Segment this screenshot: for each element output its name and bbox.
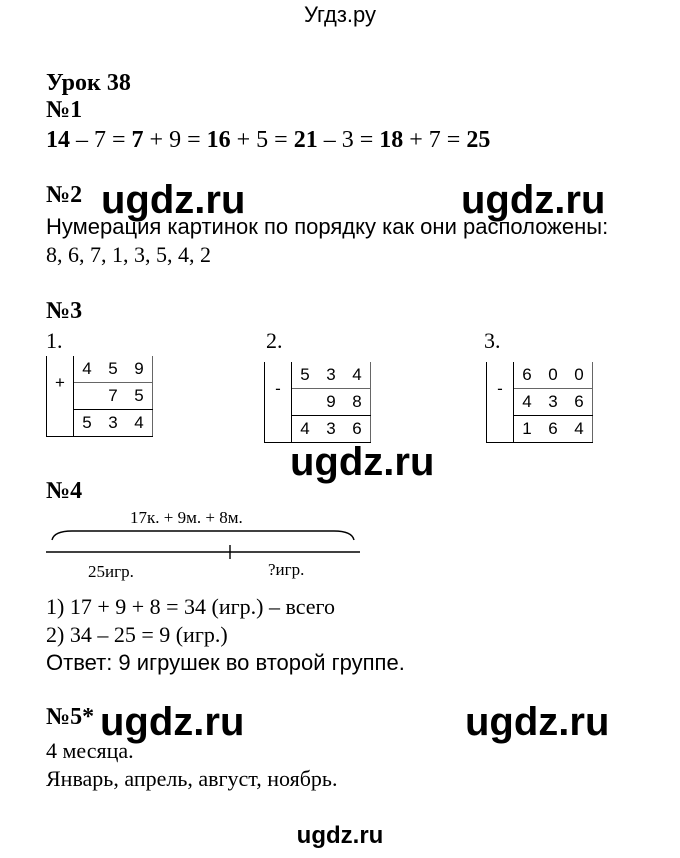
eq-part: 18 bbox=[379, 127, 404, 153]
digit: 9 bbox=[318, 389, 344, 416]
column-addition-1 bbox=[46, 356, 153, 437]
digit: 4 bbox=[514, 389, 541, 416]
problem-number: 3. bbox=[484, 328, 501, 353]
digit: 4 bbox=[344, 362, 371, 389]
task5-line-1: 4 месяца. bbox=[46, 738, 134, 763]
eq-part: + 5 = bbox=[230, 127, 294, 153]
footer-watermark: ugdz.ru bbox=[296, 822, 384, 849]
watermark: ugdz.ru bbox=[100, 700, 245, 744]
diagram-right-label: ?игр. bbox=[268, 560, 305, 579]
task5-line-2: Январь, апрель, август, ноябрь. bbox=[46, 766, 338, 791]
task1-equation bbox=[46, 127, 490, 153]
digit: 5 bbox=[74, 410, 101, 437]
digit: 4 bbox=[292, 416, 319, 443]
digit: 5 bbox=[292, 362, 319, 389]
task4-step-2: 2) 34 – 25 = 9 (игр.) bbox=[46, 622, 228, 647]
eq-part: – 7 = bbox=[70, 127, 132, 153]
digit: 3 bbox=[540, 389, 566, 416]
eq-part: 16 bbox=[206, 127, 231, 153]
column-subtraction-2 bbox=[264, 362, 371, 443]
eq-part: 7 bbox=[131, 127, 144, 153]
digit: 8 bbox=[344, 389, 371, 416]
digit: 0 bbox=[548, 365, 558, 384]
total-brace bbox=[52, 531, 354, 540]
watermark: ugdz.ru bbox=[101, 178, 246, 222]
operation-sign: - bbox=[265, 362, 292, 416]
eq-part: + 9 = bbox=[143, 127, 207, 153]
diagram-top-label: 17к. + 9м. + 8м. bbox=[130, 508, 243, 527]
problem-number: 1. bbox=[46, 328, 63, 353]
digit: 4 bbox=[126, 410, 153, 437]
task2-label: №2 bbox=[46, 182, 83, 208]
digit: 6 bbox=[514, 362, 541, 389]
digit bbox=[292, 389, 319, 416]
task5-label: №5* bbox=[46, 704, 95, 730]
task4-step-1: 1) 17 + 9 + 8 = 34 (игр.) – всего bbox=[46, 594, 336, 619]
digit: 5 bbox=[108, 359, 118, 378]
eq-part: 21 bbox=[293, 127, 318, 153]
eq-part: 14 bbox=[46, 127, 70, 153]
problem-number: 2. bbox=[266, 328, 283, 353]
digit: 4 bbox=[566, 416, 593, 443]
eq-part: – 3 = bbox=[317, 127, 380, 153]
digit: 9 bbox=[126, 356, 153, 383]
watermark: ugdz.ru bbox=[461, 178, 606, 222]
digit: 0 bbox=[566, 362, 593, 389]
digit: 3 bbox=[326, 365, 336, 384]
task4-label: №4 bbox=[46, 478, 83, 504]
task2-text: Нумерация картинок по порядку как они расположены: bbox=[46, 214, 609, 239]
digit: 1 bbox=[514, 416, 541, 443]
digit: 3 bbox=[100, 410, 126, 437]
watermark: ugdz.ru bbox=[465, 700, 610, 744]
watermark: ugdz.ru bbox=[290, 440, 435, 484]
column-subtraction-3 bbox=[486, 362, 593, 443]
eq-part: + 7 = bbox=[403, 127, 467, 153]
digit: 5 bbox=[126, 383, 153, 410]
diagram-left-label: 25игр. bbox=[88, 562, 134, 581]
operation-sign: - bbox=[487, 362, 514, 416]
task3-label: №3 bbox=[46, 298, 83, 324]
digit: 3 bbox=[318, 416, 344, 443]
task4-answer: Ответ: 9 игрушек во второй группе. bbox=[46, 650, 405, 675]
task1-label: №1 bbox=[46, 97, 83, 123]
task2-order: 8, 6, 7, 1, 3, 5, 4, 2 bbox=[46, 242, 211, 267]
site-header: Угдз.ру bbox=[303, 2, 377, 27]
lesson-title: Урок 38 bbox=[46, 70, 131, 96]
digit: 6 bbox=[344, 416, 371, 443]
digit: 6 bbox=[566, 389, 593, 416]
digit: 4 bbox=[74, 356, 101, 383]
digit bbox=[74, 383, 101, 410]
operation-sign: + bbox=[47, 356, 74, 410]
digit: 7 bbox=[100, 383, 126, 410]
eq-part: 25 bbox=[466, 127, 491, 153]
digit: 6 bbox=[540, 416, 566, 443]
